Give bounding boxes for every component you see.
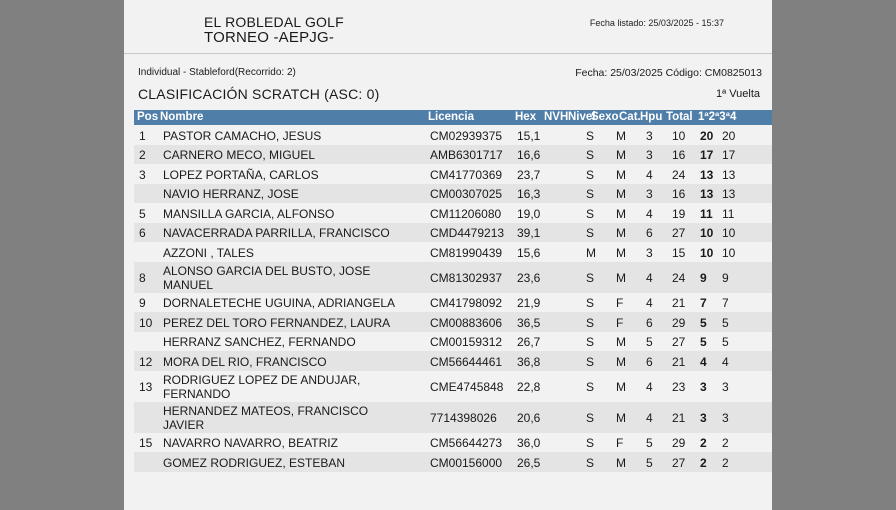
row-name-continued: FERNANDO [163,386,231,401]
row-sexo: M [616,354,626,369]
club-name: EL ROBLEDAL GOLF [204,14,344,30]
row-total: 20 [700,128,714,143]
row-hex: 19,0 [517,206,541,221]
row-hex: 22,8 [517,380,541,394]
row-name: RODRIGUEZ LOPEZ DE ANDUJAR, [163,372,361,387]
row-total: 4 [700,354,707,369]
row-cat: 3 [646,128,653,143]
table-row [134,184,772,204]
row-licence: CM56644461 [430,354,503,369]
row-cat: 4 [646,167,653,182]
document-page [124,0,772,510]
row-hex: 21,9 [517,296,541,311]
row-round1: 2 [722,436,729,451]
table-row [134,293,772,313]
row-position: 6 [139,226,146,241]
row-position: 1 [139,128,146,143]
table-row [134,242,772,262]
row-total: 3 [700,411,707,425]
row-name: NAVIO HERRANZ, JOSE [163,187,299,202]
table-row [134,332,772,352]
row-licence: CM00307025 [430,187,503,202]
row-round1: 7 [722,296,729,311]
row-sexo: M [616,187,626,202]
table-row [134,371,772,402]
row-sexo: M [616,455,626,470]
row-nvh: S [586,335,595,350]
row-sexo: M [616,206,626,221]
table-row [134,433,772,453]
row-round1: 10 [722,245,736,260]
row-hpu: 16 [672,187,686,202]
date-code: Fecha: 25/03/2025 Código: CM0825013 [575,67,762,79]
row-round1: 13 [722,167,736,182]
row-licence: CMD4479213 [430,226,505,241]
row-name: MANSILLA GARCIA, ALFONSO [163,206,335,221]
row-round1: 3 [722,411,729,425]
row-round1: 9 [722,271,729,285]
row-sexo: M [616,380,626,394]
row-cat: 4 [646,296,653,311]
row-hpu: 21 [672,296,686,311]
row-hex: 36,0 [517,436,541,451]
row-hex: 16,6 [517,148,541,163]
row-hex: 23,7 [517,167,541,182]
row-hpu: 24 [672,167,686,182]
row-cat: 6 [646,226,653,241]
organizer-block [204,14,344,46]
row-cat: 5 [646,335,653,350]
row-position: 9 [139,296,146,311]
row-total: 7 [700,296,707,311]
row-nvh: S [586,455,595,470]
row-sexo: M [616,245,626,260]
row-position: 12 [139,354,153,369]
row-sexo: M [616,167,626,182]
row-hpu: 27 [672,455,686,470]
round-label: 1ª Vuelta [715,88,760,100]
row-licence: CM81990439 [430,245,503,260]
row-sexo: M [616,226,626,241]
row-name: PASTOR CAMACHO, JESUS [163,128,322,143]
row-name: DORNALETECHE UGUINA, ADRIANGELA [163,296,396,311]
row-sexo: F [616,436,624,451]
col-total: Total [666,111,693,123]
row-cat: 3 [646,245,653,260]
row-cat: 5 [646,436,653,451]
row-hpu: 10 [672,128,686,143]
col-pos: Pos [137,111,159,123]
row-hex: 26,5 [517,455,541,470]
row-cat: 6 [646,354,653,369]
row-sexo: M [616,148,626,163]
row-name: NAVACERRADA PARRILLA, FRANCISCO [163,226,390,241]
row-hex: 39,1 [517,226,541,241]
row-licence: CM00159312 [430,335,503,350]
page-title: CLASIFICACIÓN SCRATCH (ASC: 0) [138,86,380,102]
row-hpu: 21 [672,411,686,425]
col-cat: Cat. [619,111,641,123]
col-nvh: NVH [544,111,569,123]
row-sexo: M [616,335,626,350]
row-total: 13 [700,187,714,202]
row-nvh: S [586,226,595,241]
row-nvh: S [586,296,595,311]
listed-date: Fecha listado: 25/03/2025 - 15:37 [589,18,724,28]
row-position: 5 [139,206,146,221]
row-total: 10 [700,226,714,241]
row-position: 3 [139,167,146,182]
row-name: CARNERO MECO, MIGUEL [163,148,316,163]
row-name: MORA DEL RIO, FRANCISCO [163,354,327,369]
row-total: 11 [700,206,713,221]
row-cat: 4 [646,206,653,221]
row-licence: AMB6301717 [430,148,503,163]
tournament-name: TORNEO -AEPJG- [204,29,335,46]
row-hex: 36,8 [517,354,541,369]
row-round1: 20 [722,128,736,143]
row-round1: 4 [722,354,729,369]
row-position: 10 [139,315,153,330]
table-row [134,203,772,223]
row-total: 17 [700,148,714,163]
row-hpu: 23 [672,380,686,394]
row-hex: 20,6 [517,411,541,425]
row-total: 2 [700,436,707,451]
row-nvh: S [586,380,595,394]
row-nvh: S [586,128,595,143]
row-hex: 15,6 [517,245,541,260]
modality: Individual - Stableford(Recorrido: 2) [138,67,296,78]
row-total: 10 [700,245,714,260]
row-licence: CM81302937 [430,271,503,285]
row-total: 5 [700,315,707,330]
col-hpu: Hpu [640,111,663,123]
row-nvh: S [586,206,595,221]
table-row [134,402,772,433]
row-licence: CM56644273 [430,436,503,451]
row-hpu: 16 [672,148,686,163]
row-name-continued: MANUEL [163,277,214,292]
table-row [134,452,772,472]
table-row [134,262,772,293]
row-round1: 5 [722,335,729,350]
row-hpu: 19 [672,206,686,221]
row-round1: 3 [722,380,729,394]
table-row [134,351,772,371]
row-round1: 10 [722,226,736,241]
row-nvh: M [586,245,596,260]
row-total: 9 [700,271,707,285]
row-hpu: 27 [672,226,686,241]
row-round1: 2 [722,455,729,470]
col-hex: Hex [515,111,537,123]
col-licence: Licencia [428,111,475,123]
row-licence: CME4745848 [430,380,504,394]
row-cat: 4 [646,271,653,285]
row-hpu: 29 [672,436,686,451]
row-name: AZZONI , TALES [163,245,254,260]
row-sexo: M [616,271,626,285]
row-cat: 4 [646,411,653,425]
row-nvh: S [586,148,595,163]
row-name-continued: JAVIER [163,417,205,432]
col-name: Nombre [160,111,204,123]
row-position: 13 [139,380,153,394]
row-round1: 11 [722,206,735,221]
table-row [134,145,772,165]
row-name: ALONSO GARCIA DEL BUSTO, JOSE [163,263,371,278]
row-nvh: S [586,411,595,425]
row-hex: 36,5 [517,315,541,330]
row-hex: 26,7 [517,335,541,350]
row-name: PEREZ DEL TORO FERNANDEZ, LAURA [163,315,391,330]
row-cat: 3 [646,187,653,202]
row-hpu: 24 [672,271,686,285]
row-name: HERRANZ SANCHEZ, FERNANDO [163,335,356,350]
row-cat: 3 [646,148,653,163]
row-licence: CM00156000 [430,455,503,470]
row-nvh: S [586,187,595,202]
row-sexo: M [616,128,626,143]
row-hpu: 21 [672,354,686,369]
row-name: NAVARRO NAVARRO, BEATRIZ [163,436,338,451]
row-sexo: F [616,296,624,311]
table-row [134,223,772,243]
row-round1: 5 [722,315,729,330]
row-hex: 16,3 [517,187,541,202]
row-total: 5 [700,335,707,350]
row-nvh: S [586,354,595,369]
table-header [134,110,772,125]
row-hpu: 27 [672,335,686,350]
row-nvh: S [586,315,595,330]
row-sexo: M [616,411,626,425]
row-nvh: S [586,271,595,285]
row-licence: CM02939375 [430,128,503,143]
row-round1: 17 [722,148,736,163]
row-name: GOMEZ RODRIGUEZ, ESTEBAN [163,455,346,470]
row-cat: 6 [646,315,653,330]
row-nvh: S [586,436,595,451]
row-position: 2 [139,148,146,163]
row-position: 15 [139,436,153,451]
results-table [134,125,772,472]
row-licence: CM41798092 [430,296,503,311]
col-sexo: Sexo [591,111,619,123]
row-licence: CM41770369 [430,167,503,182]
col-nivel: Nivel [568,111,596,123]
col-rounds: 1ª2ª3ª4 [698,111,737,123]
table-row [134,125,772,145]
row-name: LOPEZ PORTAÑA, CARLOS [163,167,319,182]
row-round1: 13 [722,187,736,202]
row-total: 3 [700,380,707,394]
row-cat: 5 [646,455,653,470]
row-total: 2 [700,455,707,470]
row-licence: CM11206080 [430,206,502,221]
table-row [134,164,772,184]
row-nvh: S [586,167,595,182]
row-hpu: 15 [672,245,686,260]
row-sexo: F [616,315,624,330]
row-hpu: 29 [672,315,686,330]
row-position: 8 [139,271,146,285]
row-hex: 23,6 [517,271,541,285]
row-cat: 4 [646,380,653,394]
row-hex: 15,1 [517,128,541,143]
row-licence: 7714398026 [430,411,497,425]
row-licence: CM00883606 [430,315,503,330]
row-total: 13 [700,167,714,182]
row-name: HERNANDEZ MATEOS, FRANCISCO [163,403,369,418]
header-divider [124,53,772,54]
table-row [134,312,772,332]
